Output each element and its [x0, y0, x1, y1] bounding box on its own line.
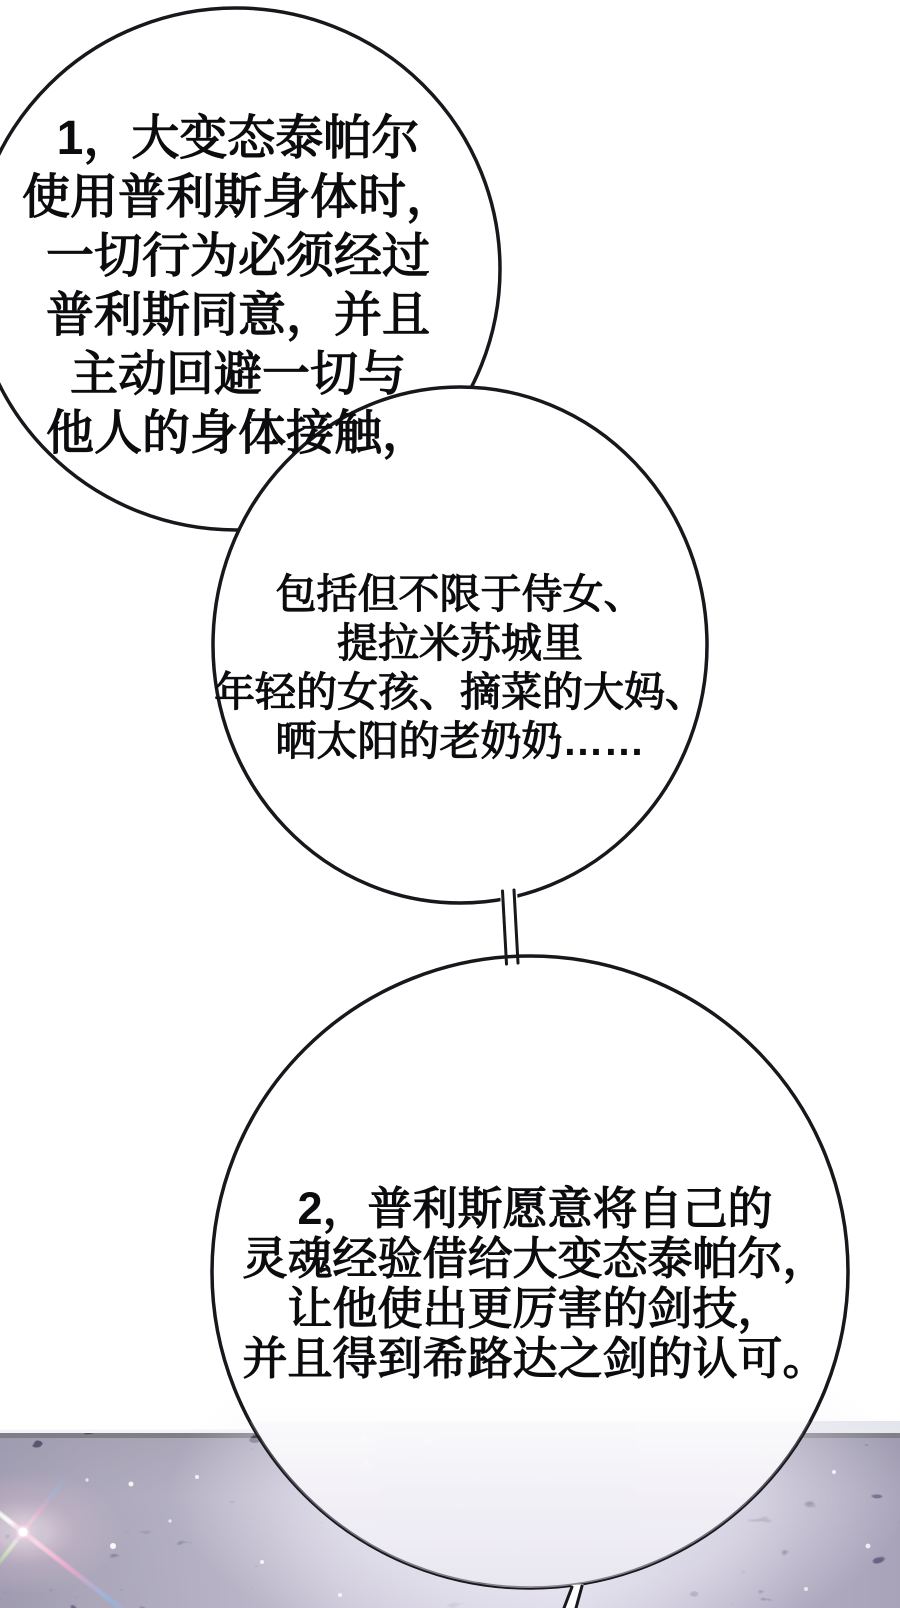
bubble1-line: 普利斯同意，并且	[45, 289, 431, 342]
bubble1-line: 一切行为必须经过	[45, 230, 431, 283]
speech-bubble-3-text	[242, 1184, 827, 1384]
bubble1-line: 1，大变态泰帕尔	[56, 112, 420, 165]
bubble1-line: 主动回避一切与	[69, 348, 407, 401]
speech-bubble-1-text	[22, 109, 454, 463]
bubble3-line: 并且得到希路达之剑的认可。	[242, 1333, 828, 1384]
bubble2-line: 提拉米苏城里	[337, 620, 583, 666]
bubble1-line: 他人的身体接触，	[45, 407, 431, 460]
bubble3-line: 灵魂经验借给大变态泰帕尔，	[242, 1233, 828, 1284]
bubble2-line: 包括但不限于侍女、	[275, 571, 645, 617]
bubble3-line: 让他使出更厉害的剑技，	[287, 1283, 783, 1334]
bubble3-line: 2，普利斯愿意将自己的	[297, 1183, 773, 1234]
bubble1-line: 使用普利斯身体时，	[21, 171, 455, 224]
speech-bubble-2-text	[214, 570, 706, 766]
bubble2-line: 年轻的女孩、摘菜的大妈、	[214, 669, 706, 715]
bubble2-line: 晒太阳的老奶奶……	[275, 718, 645, 764]
